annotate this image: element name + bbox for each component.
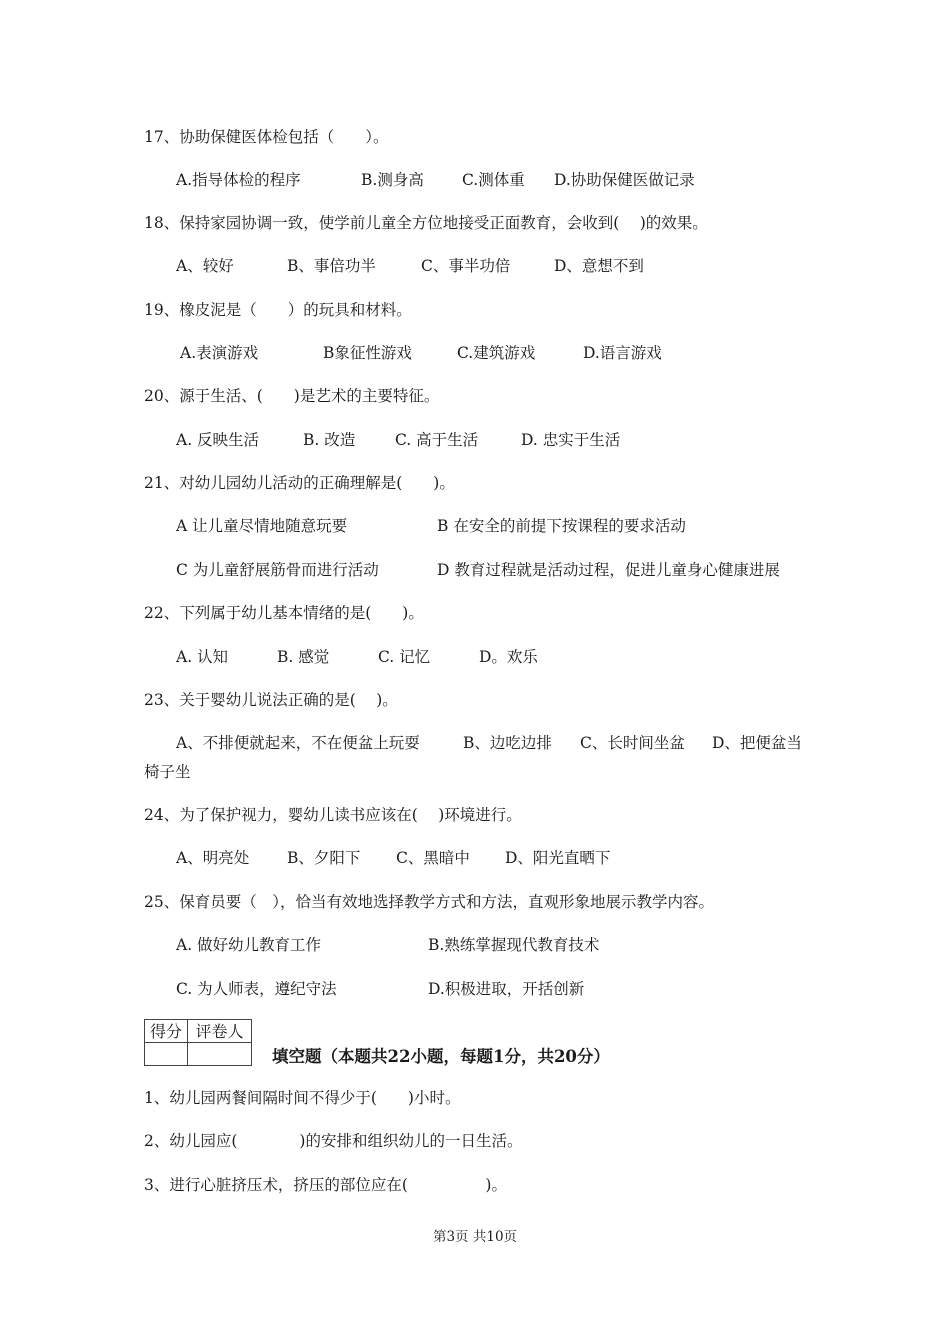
question-18-stem: 18、保持家园协调一致，使学前儿童全方位地接受正面教育，会收到( )的效果。 — [144, 214, 708, 232]
q25-option-a: A. 做好幼儿教育工作 — [176, 936, 322, 954]
score-label: 得分 — [145, 1020, 188, 1043]
q18-option-d: D、意想不到 — [554, 257, 644, 275]
q17-option-a: A.指导体检的程序 — [176, 171, 301, 189]
q24-option-a: A、明亮处 — [176, 849, 250, 867]
q18-option-a: A、较好 — [176, 257, 234, 275]
question-20-stem: 20、源于生活、( )是艺术的主要特征。 — [144, 387, 440, 405]
q24-option-c: C、黑暗中 — [396, 849, 470, 867]
question-17-stem: 17、协助保健医体检包括（ ）。 — [144, 128, 389, 146]
question-24-stem: 24、为了保护视力，婴幼儿读书应该在( )环境进行。 — [144, 806, 522, 824]
fill-blank-1: 1、幼儿园两餐间隔时间不得少于( )小时。 — [144, 1089, 461, 1107]
q21-option-c: C 为儿童舒展筋骨而进行活动 — [176, 561, 379, 579]
q23-option-c: C、长时间坐盆 — [580, 734, 685, 752]
q25-option-d: D.积极进取，开括创新 — [428, 980, 585, 998]
q20-option-b: B. 改造 — [303, 431, 356, 449]
q17-option-d: D.协助保健医做记录 — [554, 171, 695, 189]
question-21-stem: 21、对幼儿园幼儿活动的正确理解是( )。 — [144, 474, 455, 492]
q21-option-b: B 在安全的前提下按课程的要求活动 — [437, 517, 686, 535]
q17-option-c: C.测体重 — [462, 171, 525, 189]
fill-blank-3: 3、进行心脏挤压术，挤压的部位应在( )。 — [144, 1176, 507, 1194]
question-25-stem: 25、保育员要（ ），恰当有效地选择教学方式和方法，直观形象地展示教学内容。 — [144, 893, 714, 911]
score-box — [144, 1019, 252, 1066]
q20-option-d: D. 忠实于生活 — [521, 431, 621, 449]
section-title: 填空题（本题共22小题，每题1分，共20分） — [272, 1047, 610, 1066]
q24-option-b: B、夕阳下 — [287, 849, 361, 867]
q22-option-b: B. 感觉 — [277, 648, 330, 666]
q25-option-c: C. 为人师表，遵纪守法 — [176, 980, 337, 998]
score-cell — [145, 1043, 188, 1066]
grader-label: 评卷人 — [188, 1020, 252, 1043]
fill-blank-2: 2、幼儿园应( )的安排和组织幼儿的一日生活。 — [144, 1132, 523, 1150]
q23-option-d-continued: 椅子坐 — [144, 763, 191, 781]
q25-option-b: B.熟练掌握现代教育技术 — [428, 936, 600, 954]
grader-cell — [188, 1043, 252, 1066]
q21-option-a: A 让儿童尽情地随意玩要 — [176, 517, 348, 535]
q22-option-d: D。欢乐 — [479, 648, 538, 666]
q19-option-d: D.语言游戏 — [583, 344, 662, 362]
q21-option-d: D 教育过程就是活动过程，促进儿童身心健康进展 — [437, 561, 780, 579]
q23-option-d: D、把便盆当 — [712, 734, 802, 752]
q22-option-a: A. 认知 — [176, 648, 229, 666]
q19-option-c: C.建筑游戏 — [457, 344, 536, 362]
q18-option-c: C、事半功倍 — [421, 257, 511, 275]
q18-option-b: B、事倍功半 — [287, 257, 376, 275]
q17-option-b: B.测身高 — [361, 171, 424, 189]
question-22-stem: 22、下列属于幼儿基本情绪的是( )。 — [144, 604, 424, 622]
q22-option-c: C. 记忆 — [378, 648, 431, 666]
q23-option-b: B、边吃边排 — [463, 734, 552, 752]
q19-option-a: A.表演游戏 — [180, 344, 259, 362]
q19-option-b: B象征性游戏 — [323, 344, 412, 362]
q23-option-a: A、不排便就起来，不在便盆上玩耍 — [176, 734, 420, 752]
question-23-stem: 23、关于婴幼儿说法正确的是( )。 — [144, 691, 398, 709]
q20-option-c: C. 高于生活 — [395, 431, 479, 449]
page-footer: 第3页 共10页 — [432, 1229, 518, 1245]
q24-option-d: D、阳光直晒下 — [505, 849, 611, 867]
q20-option-a: A. 反映生活 — [176, 431, 260, 449]
question-19-stem: 19、橡皮泥是（ ）的玩具和材料。 — [144, 301, 412, 319]
